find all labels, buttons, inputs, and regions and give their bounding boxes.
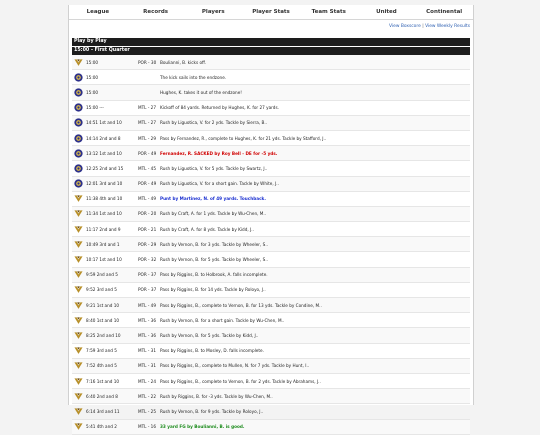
por-team-logo-icon: [74, 316, 83, 325]
play-field-position: MTL - 24: [138, 378, 157, 384]
nav-player-stats[interactable]: Player Stats: [252, 9, 290, 15]
play-field-position: MTL - 29: [138, 135, 157, 141]
table-row: [72, 146, 470, 161]
play-description: Pass by Riggins, B., complete to Vernon, B. for 2 yds. Tackle by Abrahams, J..: [160, 378, 321, 384]
table-row: [72, 222, 470, 237]
nav-continental[interactable]: Continental: [426, 9, 463, 15]
play-description: Rush by Vernon, B. for 5 yds. Tackle by Kidd, J..: [160, 332, 259, 338]
link-separator: |: [422, 24, 424, 29]
play-time-down: 12:01 3rd and 10: [86, 181, 123, 187]
nav-team-stats[interactable]: Team Stats: [311, 9, 346, 15]
play-time-down: 12:25 2nd and 15: [86, 165, 124, 171]
table-row: [72, 389, 470, 404]
table-row: [72, 359, 470, 374]
play-field-position: POR - 30: [138, 59, 157, 65]
play-time-down: 9:52 3rd and 5: [86, 287, 117, 293]
play-description: Boulianni, B. kicks off.: [160, 59, 207, 65]
por-team-logo-icon: [74, 407, 83, 416]
table-row: [72, 177, 470, 192]
por-team-logo-icon: [74, 194, 83, 203]
por-team-logo-icon: [74, 392, 83, 401]
play-field-position: MTL - 36: [138, 317, 157, 323]
play-time-down: 9:21 1st and 10: [86, 302, 120, 308]
play-time-down: 14:51 1st and 10: [86, 120, 122, 126]
table-row: [72, 55, 470, 70]
table-row: [72, 374, 470, 389]
report-links: [69, 20, 473, 34]
play-time-down: 15:00: [86, 59, 99, 65]
table-row: [72, 268, 470, 283]
play-time-down: 15:00: [86, 89, 99, 95]
por-team-logo-icon: [74, 270, 83, 279]
play-time-down: 10:17 1st and 10: [86, 257, 122, 263]
play-time-down: 7:52 4th and 5: [86, 363, 117, 369]
play-field-position: MTL - 22: [138, 393, 157, 399]
view-weekly-results-link[interactable]: View Weekly Results: [425, 24, 470, 29]
play-field-position: MTL - 49: [138, 302, 157, 308]
play-description: 33 yard FG by Boulianni, B. is good.: [160, 424, 245, 430]
play-time-down: 6:14 3rd and 11: [86, 408, 120, 414]
play-field-position: MTL - 45: [138, 165, 157, 171]
por-team-logo-icon: [74, 255, 83, 264]
play-time-down: 6:40 2nd and 8: [86, 393, 118, 399]
play-time-down: 8:40 1st and 10: [86, 317, 120, 323]
play-time-down: 7:59 3rd and 5: [86, 348, 117, 354]
play-time-down: 13:12 1st and 10: [86, 150, 122, 156]
mtl-team-logo-icon: [74, 149, 83, 158]
play-time-down: 8:25 2nd and 10: [86, 332, 121, 338]
play-field-position: POR - 21: [138, 226, 157, 232]
play-description: Pass by Riggins, B., complete to Vernon, B. for 13 yds. Tackle by Condine, M..: [160, 302, 322, 308]
table-row: [72, 237, 470, 252]
table-row: [72, 161, 470, 176]
play-description: Pass by Riggins, B., complete to Mullen, N. for 7 yds. Tackle by Hunt, I..: [160, 363, 310, 369]
play-description: Rush by Riggins, B. for -3 yds. Tackle by Wu-Chen, M..: [160, 393, 273, 399]
play-description: Rush by Craft, A. for 8 yds. Tackle by Kidd, J..: [160, 226, 254, 232]
play-time-down: 11:34 1st and 10: [86, 211, 122, 217]
play-description: Fernandez, R. SACKED by Roy Bell - DE for -5 yds.: [160, 150, 278, 156]
por-team-logo-icon: [74, 331, 83, 340]
por-team-logo-icon: [74, 301, 83, 310]
por-team-logo-icon: [74, 58, 83, 67]
play-time-down: 14:14 2nd and 8: [86, 135, 121, 141]
table-row: [72, 85, 470, 100]
por-team-logo-icon: [74, 346, 83, 355]
table-row: [72, 207, 470, 222]
play-field-position: MTL - 36: [138, 332, 157, 338]
play-list: [72, 55, 470, 435]
table-row: [72, 420, 470, 435]
play-time-down: 9:59 2nd and 5: [86, 272, 118, 278]
play-field-position: MTL - 25: [138, 408, 157, 414]
play-field-position: POR - 49: [138, 150, 157, 156]
table-row: [72, 404, 470, 419]
nav-players[interactable]: Players: [201, 9, 225, 15]
nav-united[interactable]: United: [376, 9, 397, 15]
play-description: Pass by Fernandez, R., complete to Hughes, K. for 21 yds. Tackle by Stafford, J..: [160, 135, 327, 141]
play-description: Rush by Vernon, B. for 9 yds. Tackle by Roloyo, J..: [160, 408, 264, 414]
play-field-position: POR - 20: [138, 211, 157, 217]
por-team-logo-icon: [74, 422, 83, 431]
play-description: Pass by Riggins, B. to Holbrook, A. falls incomplete.: [160, 272, 268, 278]
table-row: [72, 298, 470, 313]
play-description: Hughes, K. takes it out of the endzone!: [160, 89, 242, 95]
table-row: [72, 283, 470, 298]
play-field-position: POR - 49: [138, 181, 157, 187]
play-description: Punt by Martinez, N. of 49 yards. Touchback.: [160, 196, 266, 202]
page-container: [68, 5, 474, 430]
play-time-down: 10:49 3rd and 1: [86, 241, 120, 247]
table-row: [72, 101, 470, 116]
play-time-down: 5:41 4th and 2: [86, 424, 117, 430]
play-field-position: MTL - 31: [138, 363, 157, 369]
nav-records[interactable]: Records: [143, 9, 169, 15]
play-field-position: POR - 29: [138, 241, 157, 247]
play-description: Pass by Riggins, B. to Mosley, D. falls incomplete.: [160, 348, 264, 354]
table-row: [72, 131, 470, 146]
play-description: Kickoff of 84 yards. Returned by Hughes, K. for 27 yards.: [160, 105, 279, 111]
play-description: Rush by Vernon, B. for 5 yds. Tackle by Wheeler, S..: [160, 257, 268, 263]
top-nav: [69, 5, 473, 20]
mtl-team-logo-icon: [74, 164, 83, 173]
por-team-logo-icon: [74, 240, 83, 249]
play-field-position: MTL - 16: [138, 424, 157, 430]
play-field-position: POR - 37: [138, 287, 157, 293]
table-row: [72, 313, 470, 328]
play-description: Rush by Liguotica, V. for 5 yds. Tackle by Swartz, J..: [160, 165, 268, 171]
mtl-team-logo-icon: [74, 103, 83, 112]
play-field-position: MTL - 49: [138, 196, 157, 202]
play-description: Rush by Vernon, B. for 3 yds. Tackle by Wheeler, S..: [160, 241, 268, 247]
mtl-team-logo-icon: [74, 179, 83, 188]
por-team-logo-icon: [74, 377, 83, 386]
play-time-down: 7:16 1st and 10: [86, 378, 120, 384]
view-boxscore-link[interactable]: View Boxscore: [389, 24, 421, 29]
play-field-position: MTL - 27: [138, 105, 157, 111]
mtl-team-logo-icon: [74, 134, 83, 143]
play-description: The kick sails into the endzone.: [160, 74, 227, 80]
section-header: Play by Play: [72, 38, 470, 46]
quarter-header: 15:00 - First Quarter: [72, 47, 470, 55]
table-row: [72, 192, 470, 207]
play-description: Rush by Craft, A. for 1 yds. Tackle by Wu-Chen, M..: [160, 211, 267, 217]
play-field-position: POR - 32: [138, 257, 157, 263]
play-description: Pass by Riggins, B. for 14 yds. Tackle by Roloyo, J..: [160, 287, 266, 293]
table-row: [72, 328, 470, 343]
por-team-logo-icon: [74, 225, 83, 234]
table-row: [72, 252, 470, 267]
por-team-logo-icon: [74, 209, 83, 218]
play-time-down: 15:00 ---: [86, 105, 104, 111]
nav-league[interactable]: League: [86, 9, 110, 15]
play-description: Rush by Vernon, B. for a short gain. Tackle by Wu-Chen, M..: [160, 317, 285, 323]
play-description: Rush by Liguotica, V. for a short gain. Tackle by White, J..: [160, 181, 279, 187]
play-description: Rush by Liguotica, V. for 2 yds. Tackle by Sierra, B..: [160, 120, 267, 126]
play-field-position: POR - 37: [138, 272, 157, 278]
mtl-team-logo-icon: [74, 88, 83, 97]
table-row: [72, 116, 470, 131]
play-field-position: MTL - 27: [138, 120, 157, 126]
play-time-down: 11:17 2nd and 9: [86, 226, 121, 232]
play-time-down: 15:00: [86, 74, 99, 80]
mtl-team-logo-icon: [74, 73, 83, 82]
table-row: [72, 70, 470, 85]
table-row: [72, 344, 470, 359]
mtl-team-logo-icon: [74, 118, 83, 127]
play-time-down: 11:38 4th and 10: [86, 196, 123, 202]
por-team-logo-icon: [74, 285, 83, 294]
play-field-position: MTL - 31: [138, 348, 157, 354]
por-team-logo-icon: [74, 361, 83, 370]
